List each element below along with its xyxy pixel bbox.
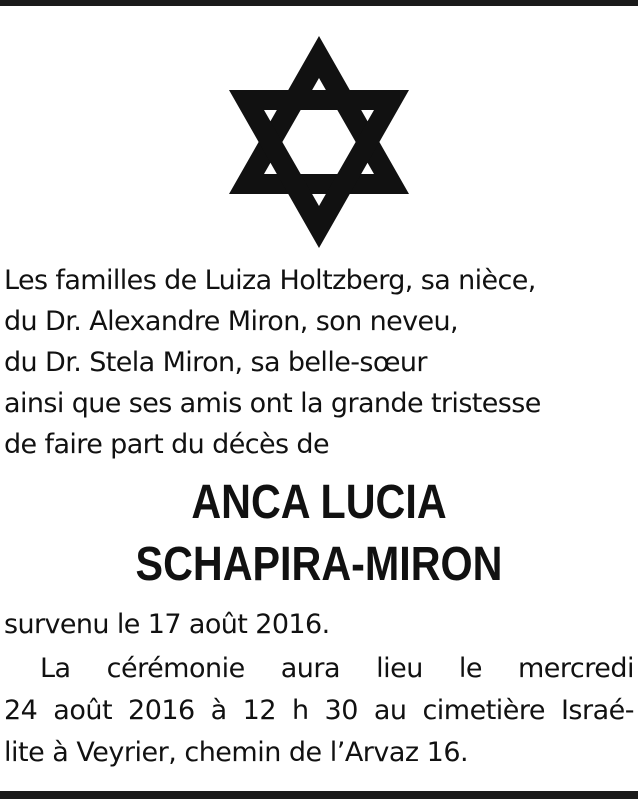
star-of-david-icon (227, 34, 411, 250)
date-of-death: survenu le 17 août 2016. (4, 609, 330, 640)
intro-line: Les familles de Luiza Holtzberg, sa nièce, (4, 265, 536, 296)
ceremony-line: 24 août 2016 à 12 h 30 au cimetière Israé- (4, 695, 634, 726)
intro-line: du Dr. Stela Miron, sa belle-sœur (4, 347, 427, 378)
ceremony-line: lite à Veyrier, chemin de l’Arvaz 16. (4, 737, 469, 768)
ceremony-line: La cérémonie aura lieu le mercredi (40, 653, 634, 684)
deceased-name-first: ANCA LUCIA (191, 476, 447, 529)
bottom-border-rule (0, 791, 638, 799)
ceremony-details (4, 648, 634, 774)
top-border-rule (0, 0, 638, 6)
intro-line: du Dr. Alexandre Miron, son neveu, (4, 306, 458, 337)
deceased-name-last: SCHAPIRA-MIRON (135, 538, 503, 591)
intro-line: de faire part du décès de (4, 429, 329, 460)
announcement-intro (4, 260, 636, 465)
intro-line: ainsi que ses amis ont la grande tristesse (4, 388, 541, 419)
